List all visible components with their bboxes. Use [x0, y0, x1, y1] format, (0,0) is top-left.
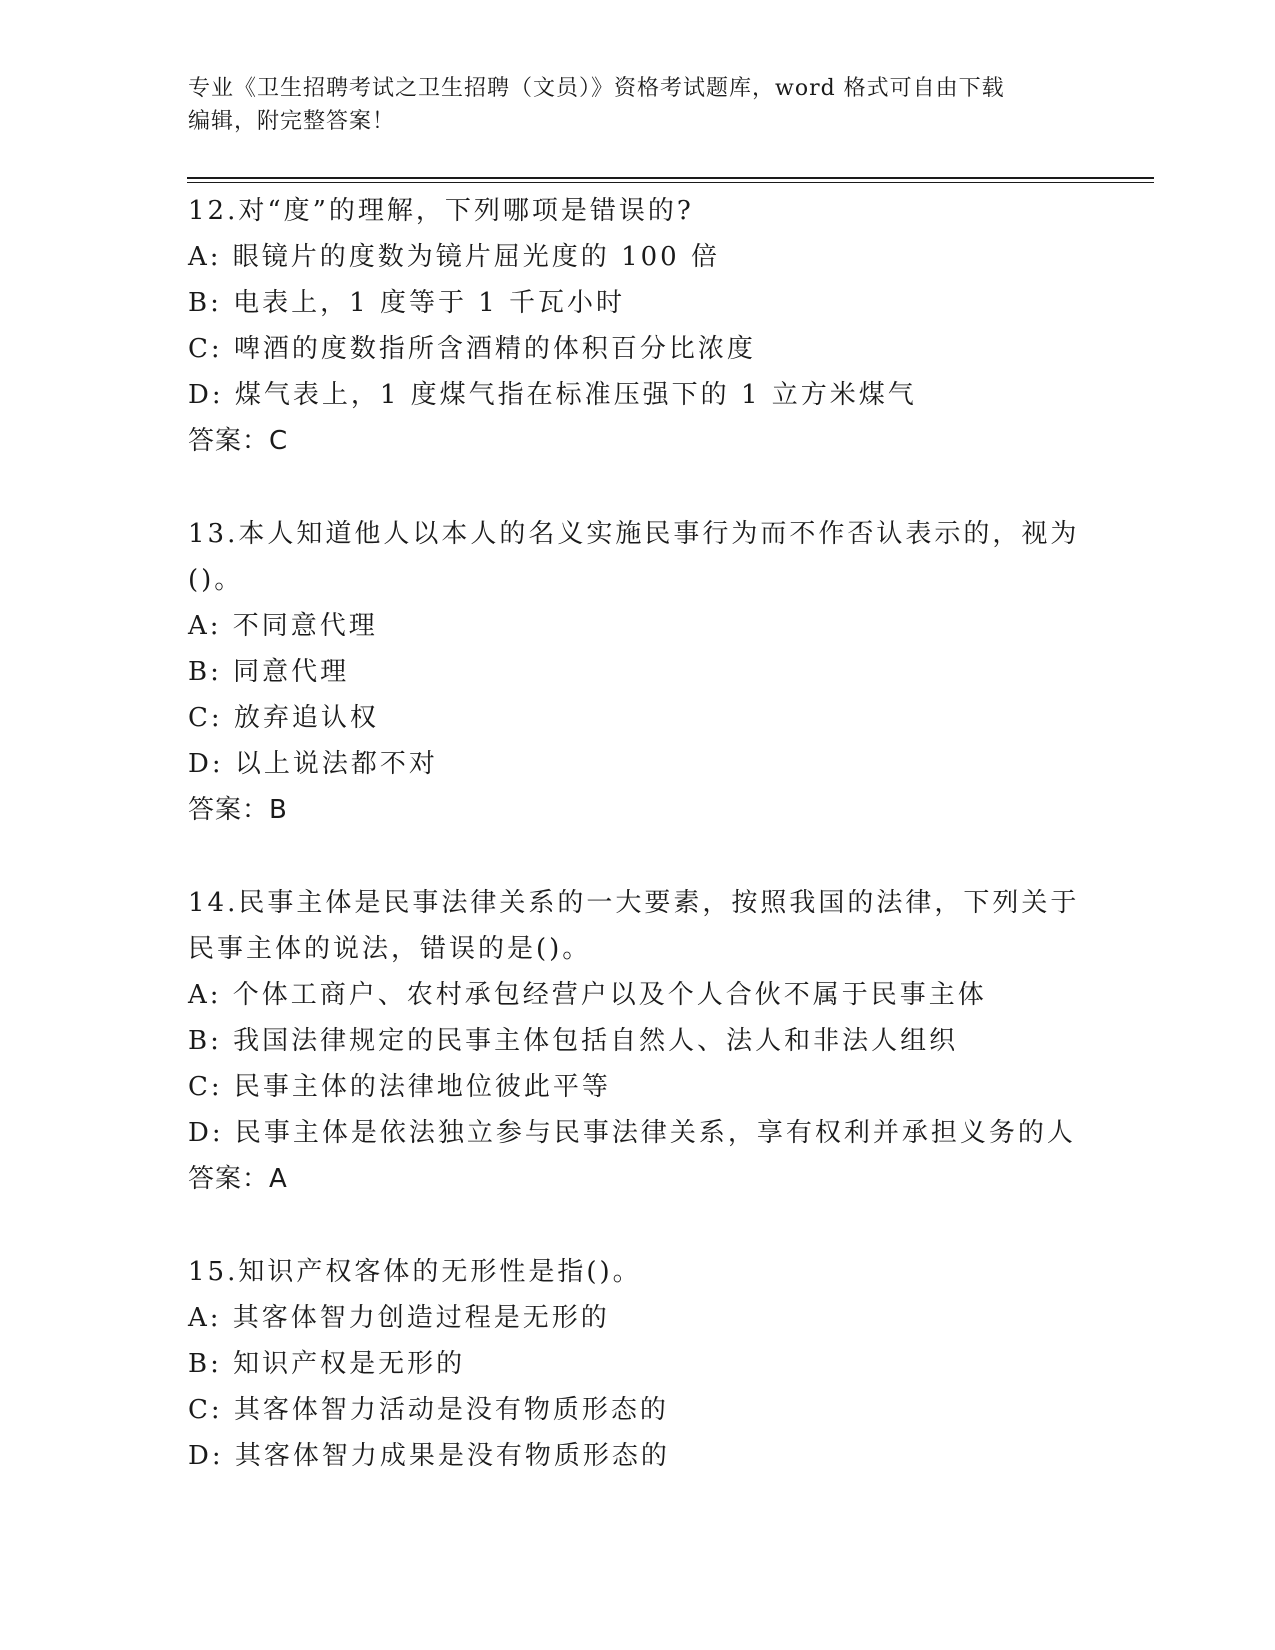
question-stem: 15.知识产权客体的无形性是指()。 [188, 1257, 642, 1287]
header-line-2: 编辑，附完整答案！ [188, 109, 396, 134]
option-c: C: 民事主体的法律地位彼此平等 [188, 1072, 611, 1102]
question-stem-line-2: ()。 [188, 565, 244, 595]
question-stem-line-2: 民事主体的说法，错误的是()。 [188, 934, 592, 964]
option-c: C: 啤酒的度数指所含酒精的体积百分比浓度 [188, 334, 756, 364]
question-13 [188, 511, 1088, 833]
question-stem-line-1: 13.本人知道他人以本人的名义实施民事行为而不作否认表示的，视为 [188, 519, 1080, 549]
option-c: C: 其客体智力活动是没有物质形态的 [188, 1395, 669, 1425]
option-a: A: 不同意代理 [188, 611, 378, 641]
header-line-1: 专业《卫生招聘考试之卫生招聘（文员）》资格考试题库，word 格式可自由下载 [188, 76, 1005, 101]
answer-label: 答案：A [188, 1164, 288, 1194]
question-list [188, 188, 1088, 1526]
option-a: A: 其客体智力创造过程是无形的 [188, 1303, 610, 1333]
option-b: B: 知识产权是无形的 [188, 1349, 466, 1379]
option-c: C: 放弃追认权 [188, 703, 379, 733]
question-stem-line-1: 14.民事主体是民事法律关系的一大要素，按照我国的法律，下列关于 [188, 888, 1080, 918]
option-d: D: 民事主体是依法独立参与民事法律关系，享有权利并承担义务的人 [188, 1118, 1076, 1148]
option-d: D: 以上说法都不对 [188, 749, 438, 779]
option-a: A: 个体工商户、农村承包经营户以及个人合伙不属于民事主体 [188, 980, 987, 1010]
answer-label: 答案：C [188, 426, 289, 456]
answer-label: 答案：B [188, 795, 288, 825]
option-b: B: 我国法律规定的民事主体包括自然人、法人和非法人组织 [188, 1026, 959, 1056]
header-divider-thin [187, 182, 1154, 183]
option-b: B: 同意代理 [188, 657, 350, 687]
option-d: D: 其客体智力成果是没有物质形态的 [188, 1441, 670, 1471]
document-header [188, 72, 1088, 138]
option-d: D: 煤气表上，1 度煤气指在标准压强下的 1 立方米煤气 [188, 380, 917, 410]
question-15 [188, 1249, 1088, 1479]
question-12 [188, 188, 1088, 464]
header-divider-thick [187, 177, 1154, 179]
question-stem: 12.对“度”的理解，下列哪项是错误的? [188, 196, 694, 226]
option-b: B: 电表上，1 度等于 1 千瓦小时 [188, 288, 626, 318]
option-a: A: 眼镜片的度数为镜片屈光度的 100 倍 [188, 242, 720, 272]
question-14 [188, 880, 1088, 1202]
